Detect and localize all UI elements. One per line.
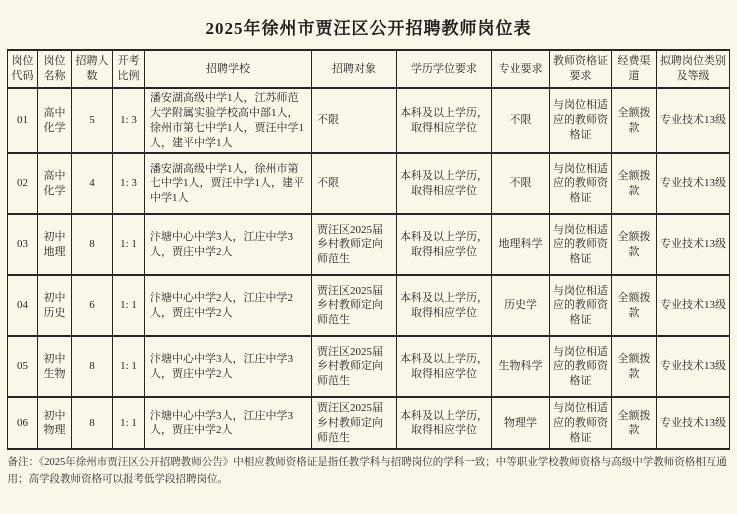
cell-certificate: 与岗位相适应的教师资格证 (550, 88, 612, 153)
cell-schools: 汴塘中心中学3人，江庄中学3人，贾庄中学2人 (145, 336, 312, 397)
cell-major: 不限 (492, 153, 550, 214)
cell-code: 04 (8, 275, 38, 336)
cell-certificate: 与岗位相适应的教师资格证 (550, 275, 612, 336)
cell-target: 贾汪区2025届乡村教师定向师范生 (312, 275, 397, 336)
cell-major: 不限 (492, 88, 550, 153)
column-header-education: 学历学位要求 (397, 50, 492, 88)
cell-target: 不限 (312, 153, 397, 214)
cell-code: 02 (8, 153, 38, 214)
cell-ratio: 1: 1 (113, 397, 145, 449)
cell-ratio: 1: 1 (113, 214, 145, 275)
column-header-ratio: 开考比例 (113, 50, 145, 88)
cell-education: 本科及以上学历，取得相应学位 (397, 88, 492, 153)
cell-certificate: 与岗位相适应的教师资格证 (550, 153, 612, 214)
cell-count: 6 (72, 275, 113, 336)
column-header-major: 专业要求 (492, 50, 550, 88)
table-row (8, 336, 730, 397)
cell-code: 06 (8, 397, 38, 449)
cell-name: 初中生物 (38, 336, 72, 397)
cell-count: 5 (72, 88, 113, 153)
column-header-level: 拟聘岗位类别及等级 (657, 50, 730, 88)
cell-level: 专业技术13级 (657, 153, 730, 214)
cell-schools: 汴塘中心中学3人，江庄中学3人，贾庄中学2人 (145, 214, 312, 275)
cell-name: 高中化学 (38, 153, 72, 214)
cell-count: 8 (72, 397, 113, 449)
table-body (8, 88, 730, 449)
cell-ratio: 1: 1 (113, 275, 145, 336)
cell-name: 初中历史 (38, 275, 72, 336)
cell-count: 8 (72, 214, 113, 275)
column-header-funding: 经费渠道 (612, 50, 657, 88)
cell-count: 4 (72, 153, 113, 214)
cell-code: 05 (8, 336, 38, 397)
table-row (8, 88, 730, 153)
cell-target: 不限 (312, 88, 397, 153)
cell-funding: 全额拨款 (612, 275, 657, 336)
cell-name: 高中化学 (38, 88, 72, 153)
cell-target: 贾汪区2025届乡村教师定向师范生 (312, 397, 397, 449)
cell-ratio: 1: 1 (113, 336, 145, 397)
cell-major: 物理学 (492, 397, 550, 449)
cell-level: 专业技术13级 (657, 336, 730, 397)
cell-code: 01 (8, 88, 38, 153)
column-header-code: 岗位代码 (8, 50, 38, 88)
header-row (8, 50, 730, 88)
table-row (8, 153, 730, 214)
cell-ratio: 1: 3 (113, 153, 145, 214)
column-header-schools: 招聘学校 (145, 50, 312, 88)
cell-level: 专业技术13级 (657, 397, 730, 449)
cell-schools: 汴塘中心中学3人，江庄中学3人，贾庄中学2人 (145, 397, 312, 449)
cell-schools: 汴塘中心中学2人，江庄中学2人，贾庄中学2人 (145, 275, 312, 336)
cell-certificate: 与岗位相适应的教师资格证 (550, 397, 612, 449)
cell-schools: 潘安湖高级中学1人，江苏师范大学附属实验学校高中部1人，徐州市第七中学1人，贾汪中学1人，建平中学1人 (145, 88, 312, 153)
cell-ratio: 1: 3 (113, 88, 145, 153)
page-title: 2025年徐州市贾汪区公开招聘教师岗位表 (205, 19, 532, 38)
cell-education: 本科及以上学历，取得相应学位 (397, 336, 492, 397)
cell-funding: 全额拨款 (612, 397, 657, 449)
cell-funding: 全额拨款 (612, 88, 657, 153)
cell-funding: 全额拨款 (612, 153, 657, 214)
cell-name: 初中物理 (38, 397, 72, 449)
cell-funding: 全额拨款 (612, 336, 657, 397)
cell-education: 本科及以上学历，取得相应学位 (397, 397, 492, 449)
cell-major: 地理科学 (492, 214, 550, 275)
job-table (7, 49, 730, 450)
table-row (8, 275, 730, 336)
cell-level: 专业技术13级 (657, 88, 730, 153)
column-header-count: 招聘人数 (72, 50, 113, 88)
cell-funding: 全额拨款 (612, 214, 657, 275)
column-header-target: 招聘对象 (312, 50, 397, 88)
cell-target: 贾汪区2025届乡村教师定向师范生 (312, 214, 397, 275)
table-row (8, 397, 730, 449)
cell-schools: 潘安湖高级中学1人，徐州市第七中学1人，贾汪中学1人，建平中学1人 (145, 153, 312, 214)
cell-code: 03 (8, 214, 38, 275)
column-header-certificate: 教师资格证要求 (550, 50, 612, 88)
cell-count: 8 (72, 336, 113, 397)
cell-education: 本科及以上学历，取得相应学位 (397, 275, 492, 336)
cell-target: 贾汪区2025届乡村教师定向师范生 (312, 336, 397, 397)
table-row (8, 214, 730, 275)
cell-level: 专业技术13级 (657, 214, 730, 275)
column-header-name: 岗位名称 (38, 50, 72, 88)
cell-major: 生物科学 (492, 336, 550, 397)
cell-certificate: 与岗位相适应的教师资格证 (550, 336, 612, 397)
cell-certificate: 与岗位相适应的教师资格证 (550, 214, 612, 275)
cell-major: 历史学 (492, 275, 550, 336)
footnote: 备注：《2025年徐州市贾汪区公开招聘教师公告》中相应教师资格证是指任教学科与招聘岗位的学科一致；中等职业学校教师资格与高级中学教师资格相互通用；高学段教师资格可以报考低学段招聘岗位。 (7, 457, 727, 485)
cell-education: 本科及以上学历，取得相应学位 (397, 153, 492, 214)
cell-name: 初中地理 (38, 214, 72, 275)
cell-education: 本科及以上学历，取得相应学位 (397, 214, 492, 275)
cell-level: 专业技术13级 (657, 275, 730, 336)
